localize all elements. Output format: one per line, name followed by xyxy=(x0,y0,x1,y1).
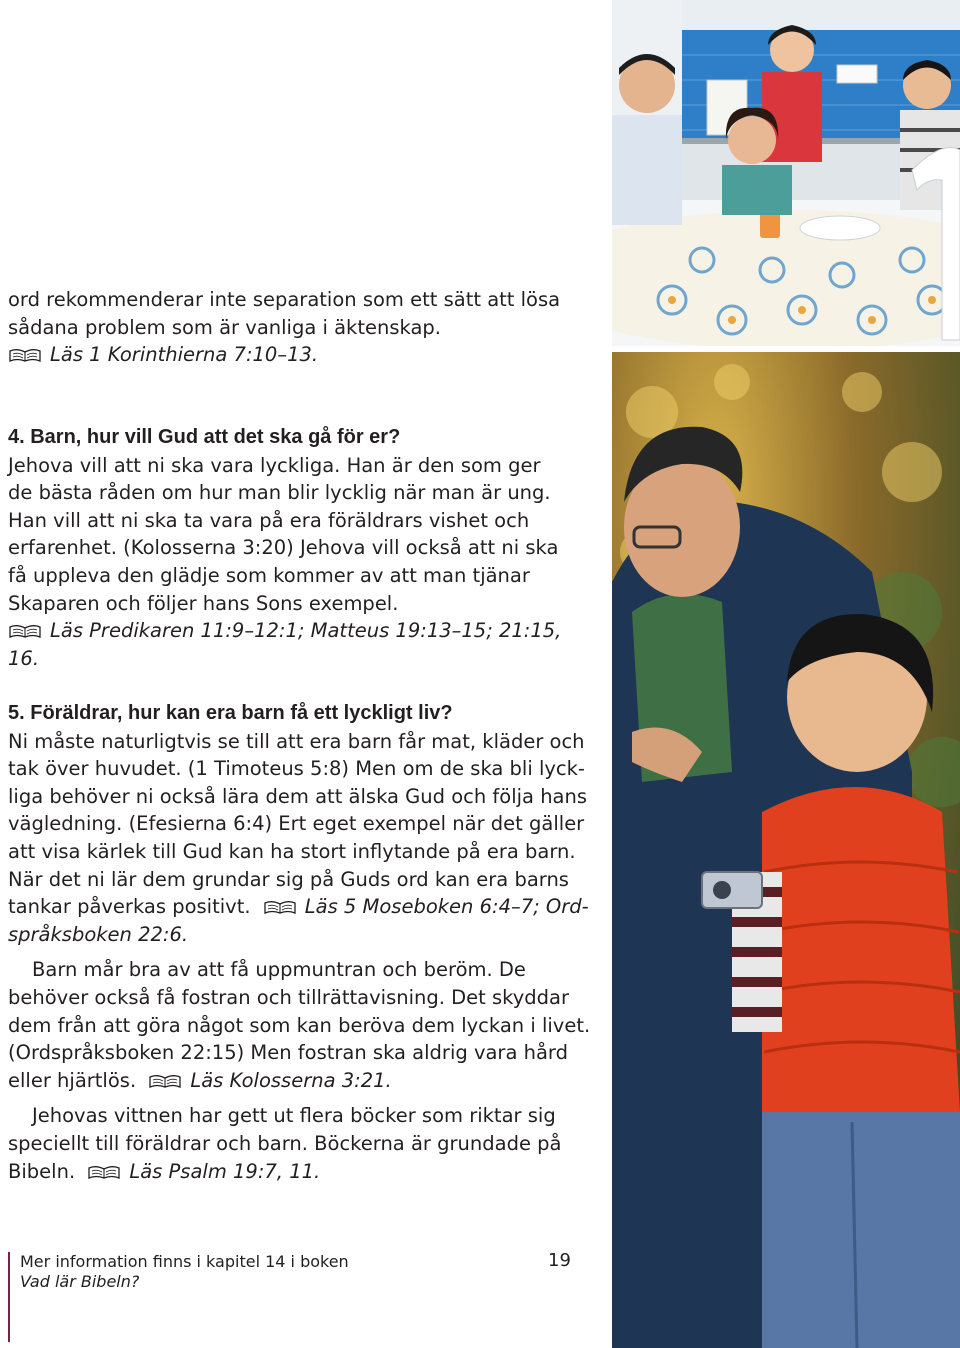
photo-family-kitchen xyxy=(612,0,960,346)
section-5-line-with-ref xyxy=(8,893,598,921)
section-4-line: Jehova vill att ni ska vara lyckliga. Han är den som ger xyxy=(8,453,541,477)
footer-line-1: Mer information finns i kapitel 14 i boken xyxy=(20,1252,349,1271)
section-5-p3-read-ref[interactable]: Läs Psalm 19:7, 11. xyxy=(129,1159,321,1183)
section-5 xyxy=(8,700,598,1185)
photo-father-son xyxy=(612,352,960,1348)
section-5-p2-last: eller hjärtlös. xyxy=(8,1068,137,1092)
section-5-heading: 5. Föräldrar, hur kan era barn få ett lyckligt liv? xyxy=(8,702,453,724)
section-4-line: de bästa råden om hur man blir lycklig när man är ung. xyxy=(8,481,551,505)
section-4-heading: 4. Barn, hur vill Gud att det ska gå för er? xyxy=(8,426,401,448)
section-5-p2-line-with-ref xyxy=(8,1067,598,1095)
section-4-read-ref[interactable]: Läs Predikaren 11:9–12:1; Matteus 19:13–15; 21:15, 16. xyxy=(8,619,562,670)
footer xyxy=(8,1252,568,1342)
section-5-read-ref-a[interactable]: Läs 5 Moseboken 6:4–7; Ord- xyxy=(304,895,589,919)
section-5-line: Ni måste naturligtvis se till att era barn får mat, kläder och xyxy=(8,729,585,753)
intro-line-1: ord rekommenderar inte separation som ett sätt att lösa xyxy=(8,288,561,311)
section-4-line: Han vill att ni ska ta vara på era föräldrars vishet och xyxy=(8,508,530,532)
footer-accent-bar xyxy=(8,1252,10,1342)
intro-line-2: sådana problem som är vanliga i äktenskap. xyxy=(8,315,441,339)
section-5-p2-line: dem från att göra något som kan beröva dem lyckan i livet. xyxy=(8,1013,591,1037)
section-5-line: att visa kärlek till Gud kan ha stort inflytande på era barn. xyxy=(8,839,576,863)
footer-book-title[interactable]: Vad lär Bibeln? xyxy=(20,1272,140,1291)
section-4-line: få uppleva den glädje som kommer av att man tjänar xyxy=(8,563,530,587)
footer-text xyxy=(20,1252,349,1292)
section-5-line: vägledning. (Efesierna 6:4) Ert eget exempel när det gäller xyxy=(8,812,585,836)
section-5-p3-line-with-ref xyxy=(8,1158,598,1186)
open-book-icon xyxy=(148,1074,182,1088)
section-5-p3-last: Bibeln. xyxy=(8,1159,76,1183)
section-4-line: Skaparen och följer hans Sons exempel. xyxy=(8,591,399,615)
section-5-line: liga behöver ni också lära dem att älska Gud och följa hans xyxy=(8,784,588,808)
section-5-p3-line: Jehovas vittnen har gett ut flera böcker som riktar sig xyxy=(32,1104,556,1128)
intro-block xyxy=(8,286,598,369)
section-5-p2-line: behöver också få fostran och tillrättavisning. Det skyddar xyxy=(8,985,570,1009)
section-5-p2-line: (Ordspråksboken 22:15) Men fostran ska aldrig vara hård xyxy=(8,1041,568,1065)
open-book-icon xyxy=(87,1165,121,1179)
section-5-read-ref-b[interactable]: språksboken 22:6. xyxy=(8,922,189,946)
section-5-line: När det ni lär dem grundar sig på Guds ord kan era barns xyxy=(8,867,569,891)
open-book-icon xyxy=(8,348,42,362)
section-5-last-text: tankar påverkas positivt. xyxy=(8,895,251,919)
open-book-icon xyxy=(8,624,42,638)
section-5-p2-read-ref[interactable]: Läs Kolosserna 3:21. xyxy=(190,1068,392,1092)
section-5-p2-line: Barn mår bra av att få uppmuntran och beröm. De xyxy=(32,958,526,982)
section-5-p3-line: speciellt till föräldrar och barn. Böckerna är grundade på xyxy=(8,1131,562,1155)
section-4 xyxy=(8,424,598,672)
section-4-line: erfarenhet. (Kolosserna 3:20) Jehova vill också att ni ska xyxy=(8,536,559,560)
page-number: 19 xyxy=(548,1250,571,1271)
section-5-line: tak över huvudet. (1 Timoteus 5:8) Men om de ska bli lyck- xyxy=(8,757,585,781)
intro-read-ref[interactable]: Läs 1 Korinthierna 7:10–13. xyxy=(8,341,598,369)
open-book-icon xyxy=(263,900,297,914)
